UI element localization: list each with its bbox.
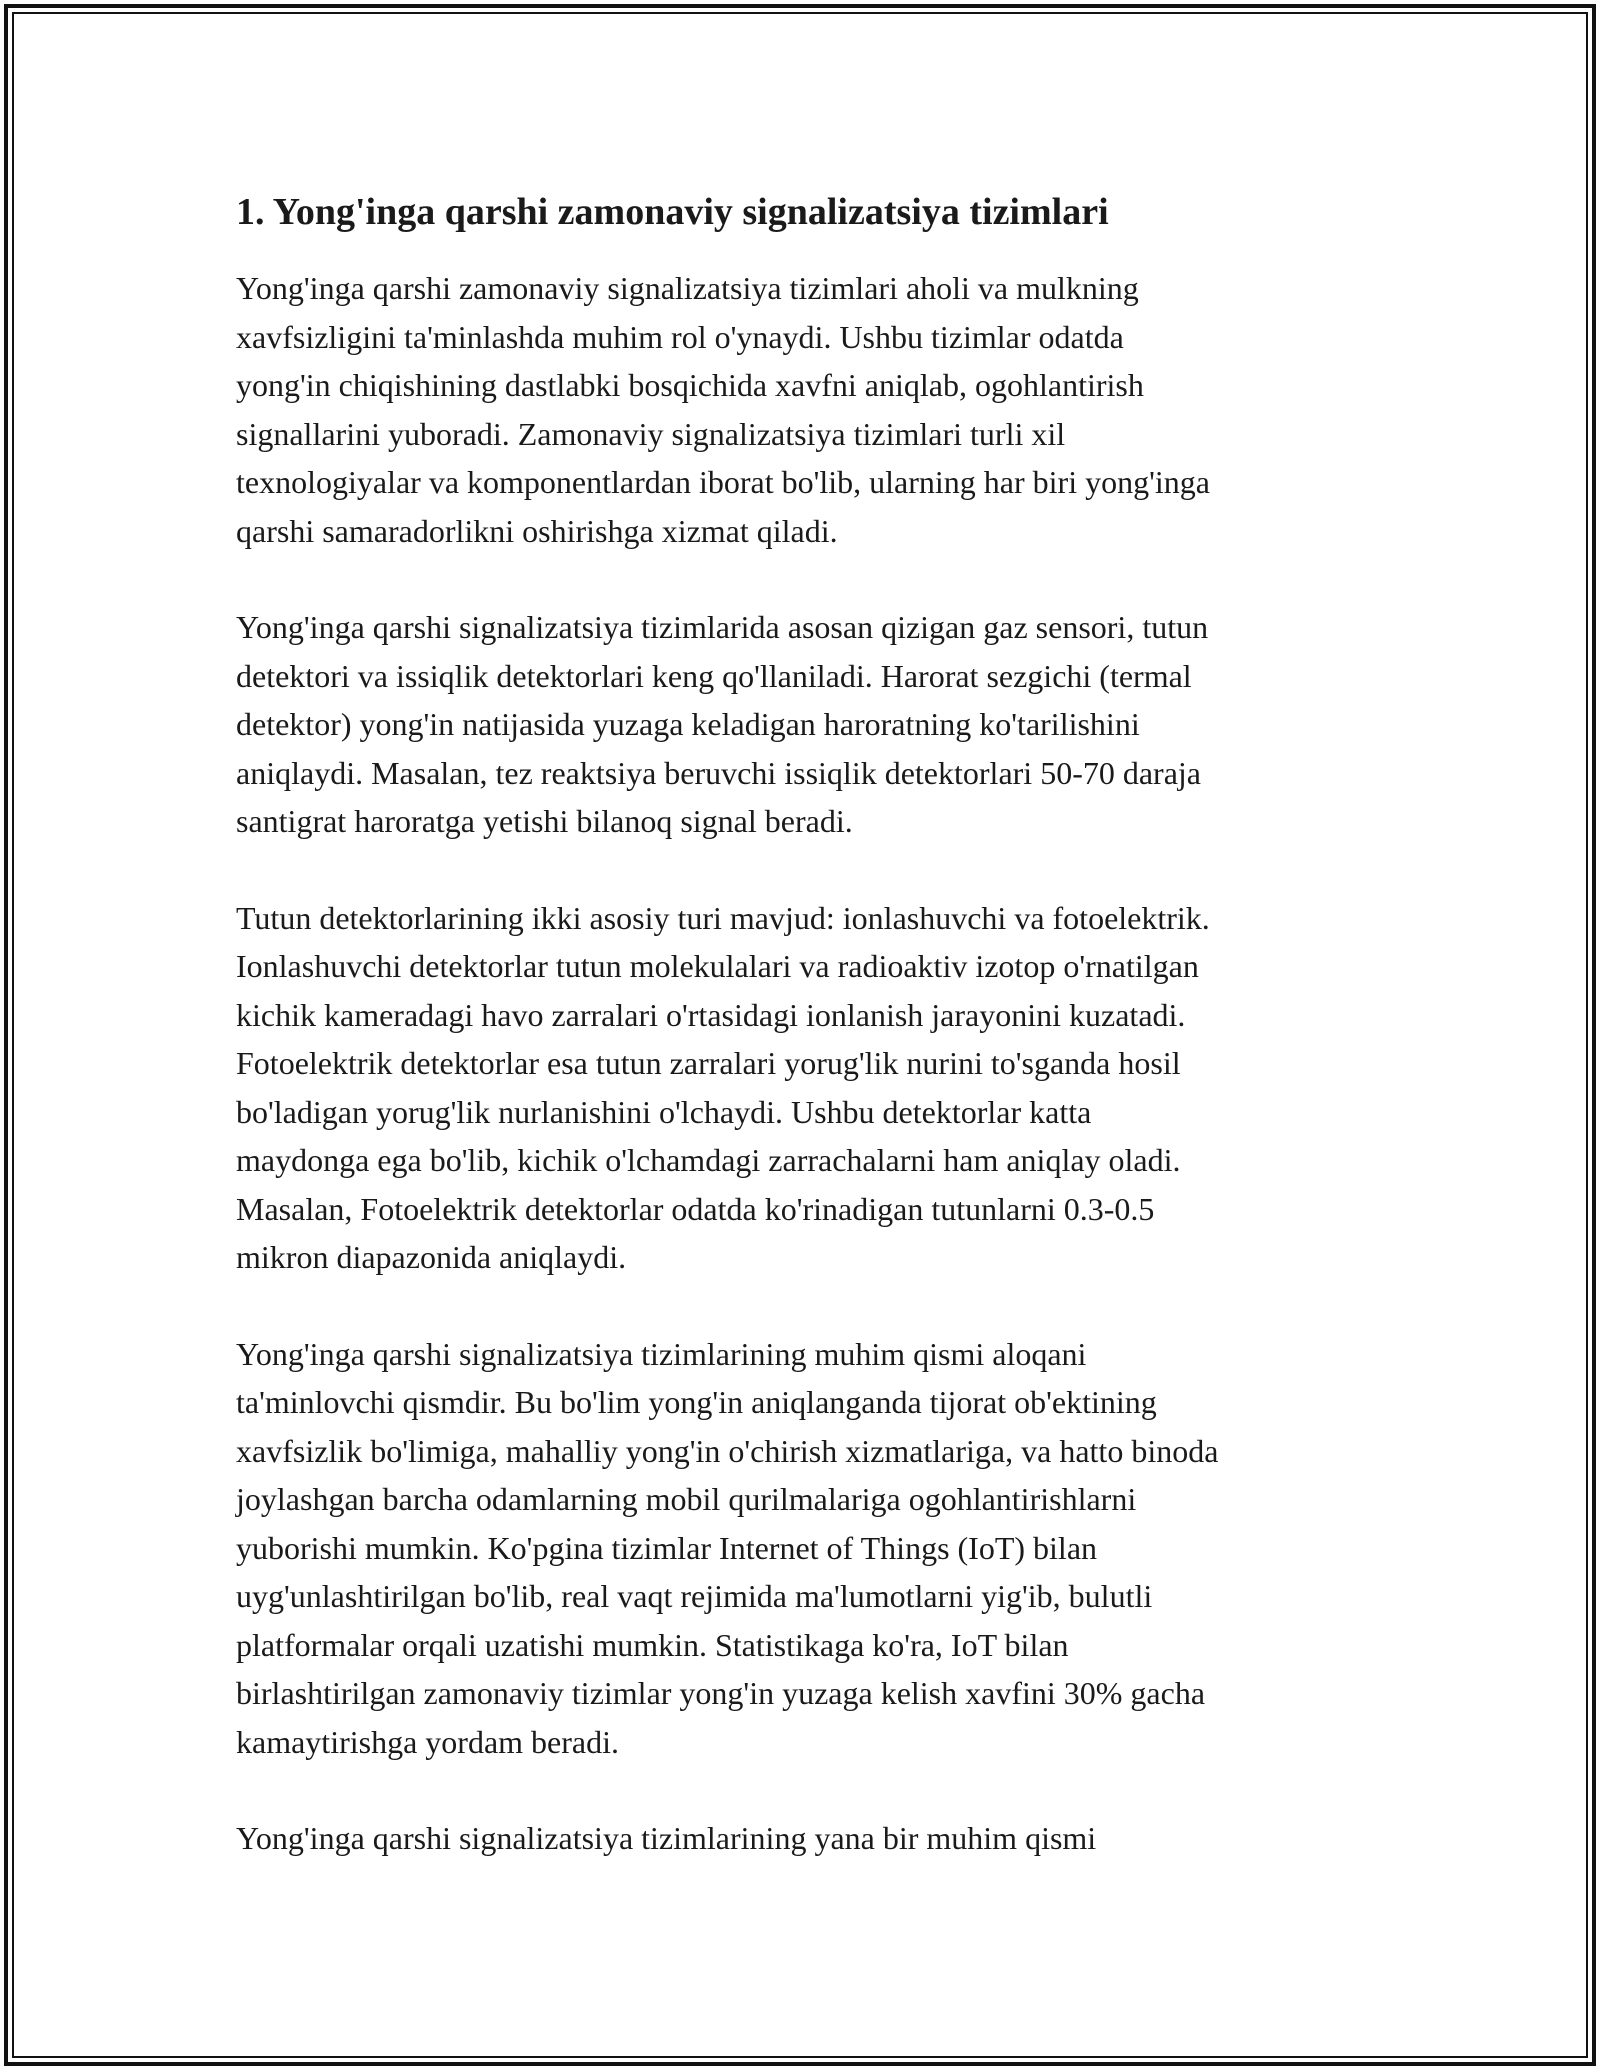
text-line: ta'minlovchi qismdir. Bu bo'lim yong'in aniqlanganda tijorat ob'ektining — [236, 1384, 1157, 1420]
paragraph-3 — [236, 894, 1366, 1282]
text-line: detektori va issiqlik detektorlari keng qo'llaniladi. Harorat sezgichi (termal — [236, 657, 1192, 694]
paragraph-1 — [236, 264, 1366, 555]
paragraph-2 — [236, 603, 1366, 846]
text-line: Tutun detektorlarining ikki asosiy turi mavjud: ionlashuvchi va fotoelektrik. — [236, 899, 1210, 936]
paragraph-4 — [236, 1330, 1366, 1767]
text-line: xavfsizligini ta'minlashda muhim rol o'ynaydi. Ushbu tizimlar odatda — [236, 318, 1124, 355]
text-line: yong'in chiqishining dastlabki bosqichida xavfni aniqlab, ogohlantirish — [236, 367, 1144, 403]
text-line: qarshi samaradorlikni oshirishga xizmat qiladi. — [236, 512, 838, 549]
text-line: Yong'inga qarshi zamonaviy signalizatsiya tizimlari aholi va mulkning — [236, 270, 1139, 306]
text-line: uyg'unlashtirilgan bo'lib, real vaqt rejimida ma'lumotlarni yig'ib, bulutli — [236, 1578, 1153, 1614]
text-line: Yong'inga qarshi signalizatsiya tizimlarining muhim qismi aloqani — [236, 1335, 1087, 1372]
text-line: xavfsizlik bo'limiga, mahalliy yong'in o'chirish xizmatlariga, va hatto binoda — [236, 1432, 1219, 1469]
text-line: birlashtirilgan zamonaviy tizimlar yong'in yuzaga kelish xavfini 30% gacha — [236, 1675, 1206, 1711]
text-line: joylashgan barcha odamlarning mobil qurilmalariga ogohlantirishlarni — [236, 1481, 1137, 1517]
text-line: Fotoelektrik detektorlar esa tutun zarralari yorug'lik nurini to'sganda hosil — [236, 1045, 1181, 1081]
document-body — [236, 188, 1366, 1911]
section-heading: 1. Yong'inga qarshi zamonaviy signalizatsiya tizimlari — [236, 191, 1109, 233]
text-line: aniqlaydi. Masalan, tez reaktsiya beruvchi issiqlik detektorlari 50-70 daraja — [236, 754, 1201, 791]
text-line: bo'ladigan yorug'lik nurlanishini o'lchaydi. Ushbu detektorlar katta — [236, 1093, 1092, 1130]
text-line: Yong'inga qarshi signalizatsiya tizimlarining yana bir muhim qismi — [236, 1820, 1097, 1856]
text-line: santigrat haroratga yetishi bilanoq signal beradi. — [236, 803, 853, 839]
text-line: texnologiyalar va komponentlardan iborat bo'lib, ularning har biri yong'inga — [236, 464, 1210, 500]
paragraph-5 — [236, 1814, 1366, 1863]
text-line: maydonga ega bo'lib, kichik o'lchamdagi zarrachalarni ham aniqlay oladi. — [236, 1142, 1181, 1178]
text-line: kamaytirishga yordam beradi. — [236, 1723, 619, 1760]
text-line: Masalan, Fotoelektrik detektorlar odatda ko'rinadigan tutunlarni 0.3-0.5 — [236, 1190, 1155, 1227]
text-line: platformalar orqali uzatishi mumkin. Statistikaga ko'ra, IoT bilan — [236, 1626, 1069, 1663]
text-line: Yong'inga qarshi signalizatsiya tizimlarida asosan qizigan gaz sensori, tutun — [236, 609, 1209, 645]
text-line: kichik kameradagi havo zarralari o'rtasidagi ionlanish jarayonini kuzatadi. — [236, 996, 1186, 1033]
text-line: signallarini yuboradi. Zamonaviy signalizatsiya tizimlari turli xil — [236, 415, 1066, 452]
text-line: detektor) yong'in natijasida yuzaga keladigan haroratning ko'tarilishini — [236, 706, 1140, 742]
text-line: Ionlashuvchi detektorlar tutun molekulalari va radioaktiv izotop o'rnatilgan — [236, 948, 1199, 984]
text-line: mikron diapazonida aniqlaydi. — [236, 1239, 627, 1275]
text-line: yuborishi mumkin. Ko'pgina tizimlar Internet of Things (IoT) bilan — [236, 1529, 1098, 1566]
